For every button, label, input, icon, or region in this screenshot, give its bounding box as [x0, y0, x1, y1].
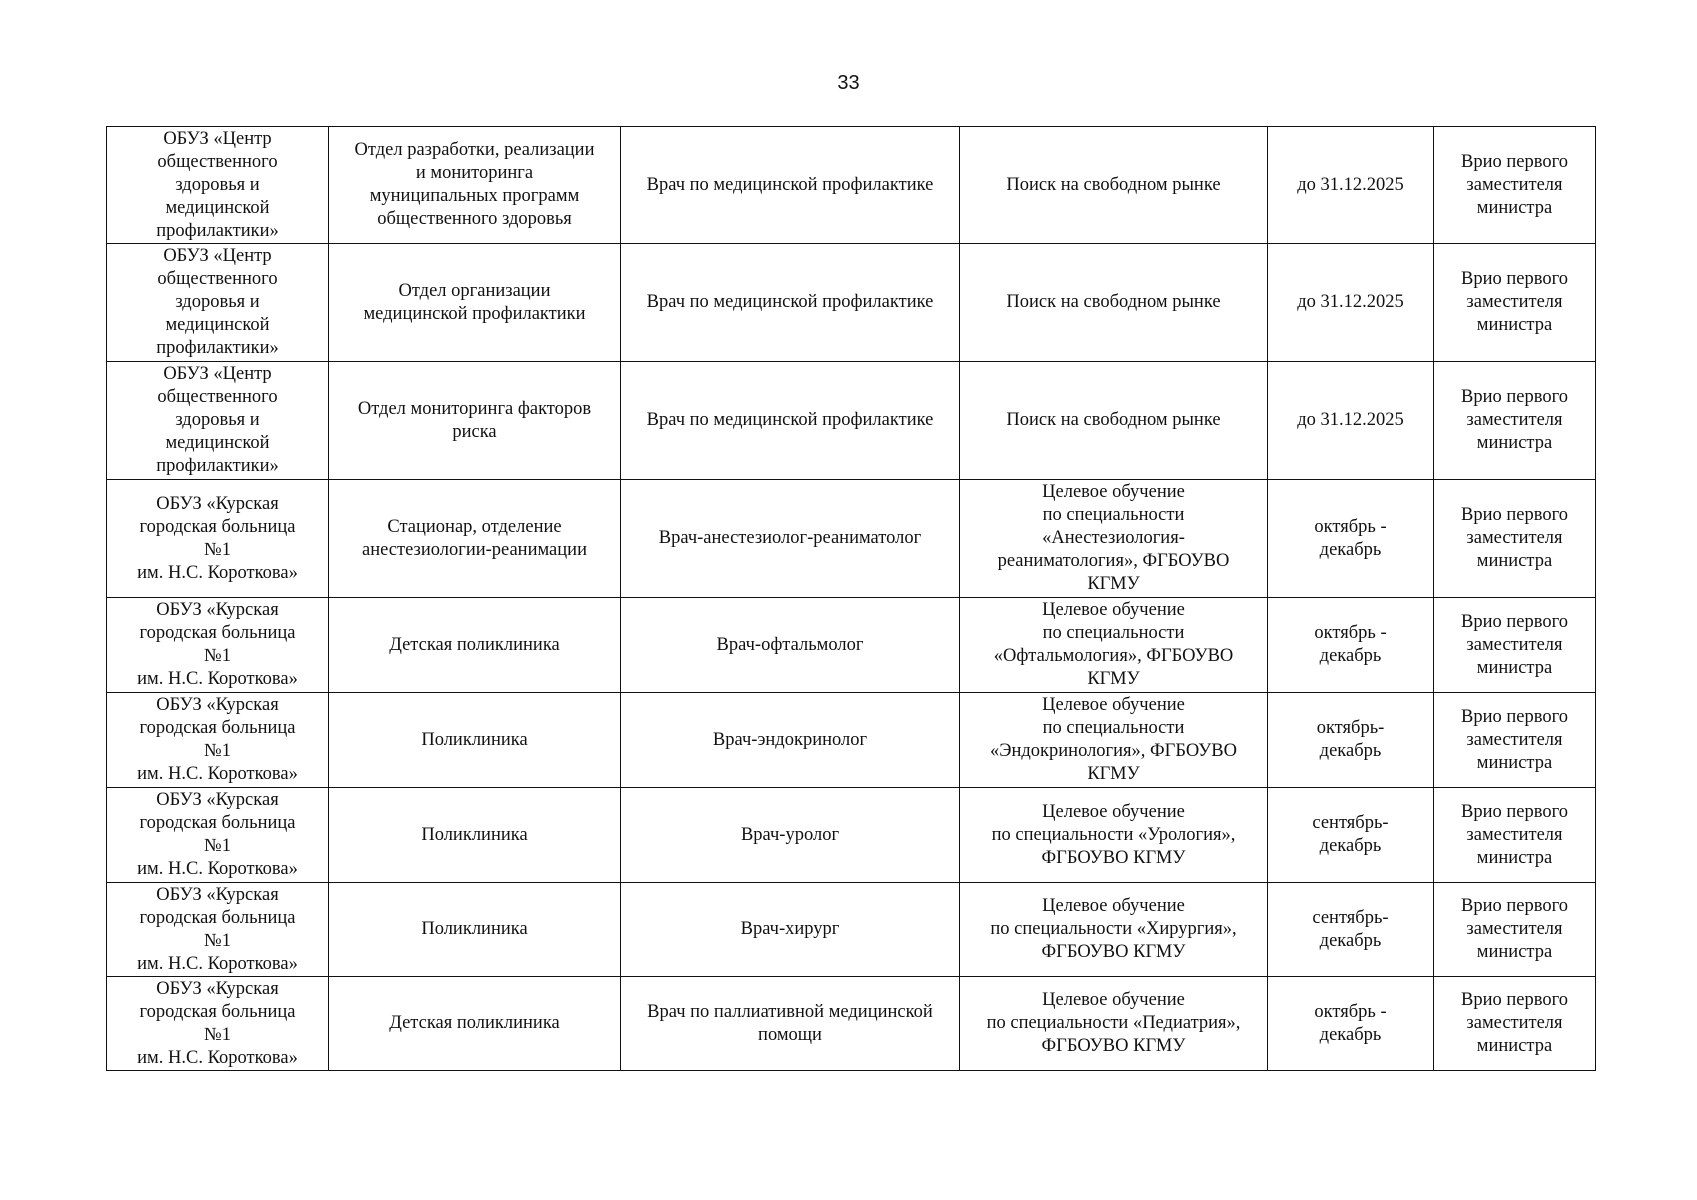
- organization-cell: ОБУЗ «Курская городская больница №1 им. Н.С. Короткова»: [107, 598, 329, 693]
- organization-cell: ОБУЗ «Центр общественного здоровья и медицинской профилактики»: [107, 244, 329, 362]
- method-cell: Поиск на свободном рынке: [960, 244, 1268, 362]
- method-cell: Поиск на свободном рынке: [960, 127, 1268, 244]
- method-cell: Целевое обучение по специальности «Педиатрия», ФГБОУВО КГМУ: [960, 977, 1268, 1071]
- organization-cell: ОБУЗ «Курская городская больница №1 им. Н.С. Короткова»: [107, 788, 329, 883]
- organization-cell: ОБУЗ «Курская городская больница №1 им. Н.С. Короткова»: [107, 693, 329, 788]
- table-row: [107, 883, 1596, 977]
- method-cell: Целевое обучение по специальности «Офтальмология», ФГБОУВО КГМУ: [960, 598, 1268, 693]
- table-row: [107, 788, 1596, 883]
- responsible-cell: Врио первого заместителя министра: [1434, 693, 1596, 788]
- method-cell: Поиск на свободном рынке: [960, 362, 1268, 480]
- method-cell: Целевое обучение по специальности «Урология», ФГБОУВО КГМУ: [960, 788, 1268, 883]
- department-cell: Отдел организации медицинской профилактики: [329, 244, 621, 362]
- deadline-cell: октябрь - декабрь: [1268, 977, 1434, 1071]
- responsible-cell: Врио первого заместителя министра: [1434, 480, 1596, 598]
- method-cell: Целевое обучение по специальности «Хирургия», ФГБОУВО КГМУ: [960, 883, 1268, 977]
- table-row: [107, 598, 1596, 693]
- organization-cell: ОБУЗ «Курская городская больница №1 им. Н.С. Короткова»: [107, 883, 329, 977]
- department-cell: Стационар, отделение анестезиологии-реанимации: [329, 480, 621, 598]
- department-cell: Отдел разработки, реализации и мониторинга муниципальных программ общественного здоровья: [329, 127, 621, 244]
- position-cell: Врач-уролог: [621, 788, 960, 883]
- position-cell: Врач по паллиативной медицинской помощи: [621, 977, 960, 1071]
- table-row: [107, 693, 1596, 788]
- method-cell: Целевое обучение по специальности «Эндокринология», ФГБОУВО КГМУ: [960, 693, 1268, 788]
- deadline-cell: до 31.12.2025: [1268, 244, 1434, 362]
- position-cell: Врач-эндокринолог: [621, 693, 960, 788]
- position-cell: Врач по медицинской профилактике: [621, 362, 960, 480]
- table-row: [107, 480, 1596, 598]
- department-cell: Поликлиника: [329, 788, 621, 883]
- deadline-cell: сентябрь- декабрь: [1268, 788, 1434, 883]
- responsible-cell: Врио первого заместителя министра: [1434, 127, 1596, 244]
- responsible-cell: Врио первого заместителя министра: [1434, 598, 1596, 693]
- responsible-cell: Врио первого заместителя министра: [1434, 362, 1596, 480]
- position-cell: Врач по медицинской профилактике: [621, 244, 960, 362]
- organization-cell: ОБУЗ «Центр общественного здоровья и медицинской профилактики»: [107, 127, 329, 244]
- table-row: [107, 127, 1596, 244]
- position-cell: Врач-хирург: [621, 883, 960, 977]
- staffing-table: [106, 126, 1596, 1071]
- page-number: 33: [837, 72, 860, 94]
- deadline-cell: сентябрь- декабрь: [1268, 883, 1434, 977]
- deadline-cell: октябрь- декабрь: [1268, 693, 1434, 788]
- deadline-cell: октябрь - декабрь: [1268, 480, 1434, 598]
- department-cell: Детская поликлиника: [329, 977, 621, 1071]
- deadline-cell: октябрь - декабрь: [1268, 598, 1434, 693]
- organization-cell: ОБУЗ «Курская городская больница №1 им. Н.С. Короткова»: [107, 480, 329, 598]
- organization-cell: ОБУЗ «Курская городская больница №1 им. Н.С. Короткова»: [107, 977, 329, 1071]
- department-cell: Отдел мониторинга факторов риска: [329, 362, 621, 480]
- organization-cell: ОБУЗ «Центр общественного здоровья и медицинской профилактики»: [107, 362, 329, 480]
- responsible-cell: Врио первого заместителя министра: [1434, 244, 1596, 362]
- deadline-cell: до 31.12.2025: [1268, 362, 1434, 480]
- table-row: [107, 244, 1596, 362]
- department-cell: Поликлиника: [329, 883, 621, 977]
- responsible-cell: Врио первого заместителя министра: [1434, 883, 1596, 977]
- position-cell: Врач по медицинской профилактике: [621, 127, 960, 244]
- table-row: [107, 362, 1596, 480]
- responsible-cell: Врио первого заместителя министра: [1434, 977, 1596, 1071]
- department-cell: Поликлиника: [329, 693, 621, 788]
- table-row: [107, 977, 1596, 1071]
- responsible-cell: Врио первого заместителя министра: [1434, 788, 1596, 883]
- position-cell: Врач-анестезиолог-реаниматолог: [621, 480, 960, 598]
- deadline-cell: до 31.12.2025: [1268, 127, 1434, 244]
- method-cell: Целевое обучение по специальности «Анестезиология- реаниматология», ФГБОУВО КГМУ: [960, 480, 1268, 598]
- position-cell: Врач-офтальмолог: [621, 598, 960, 693]
- department-cell: Детская поликлиника: [329, 598, 621, 693]
